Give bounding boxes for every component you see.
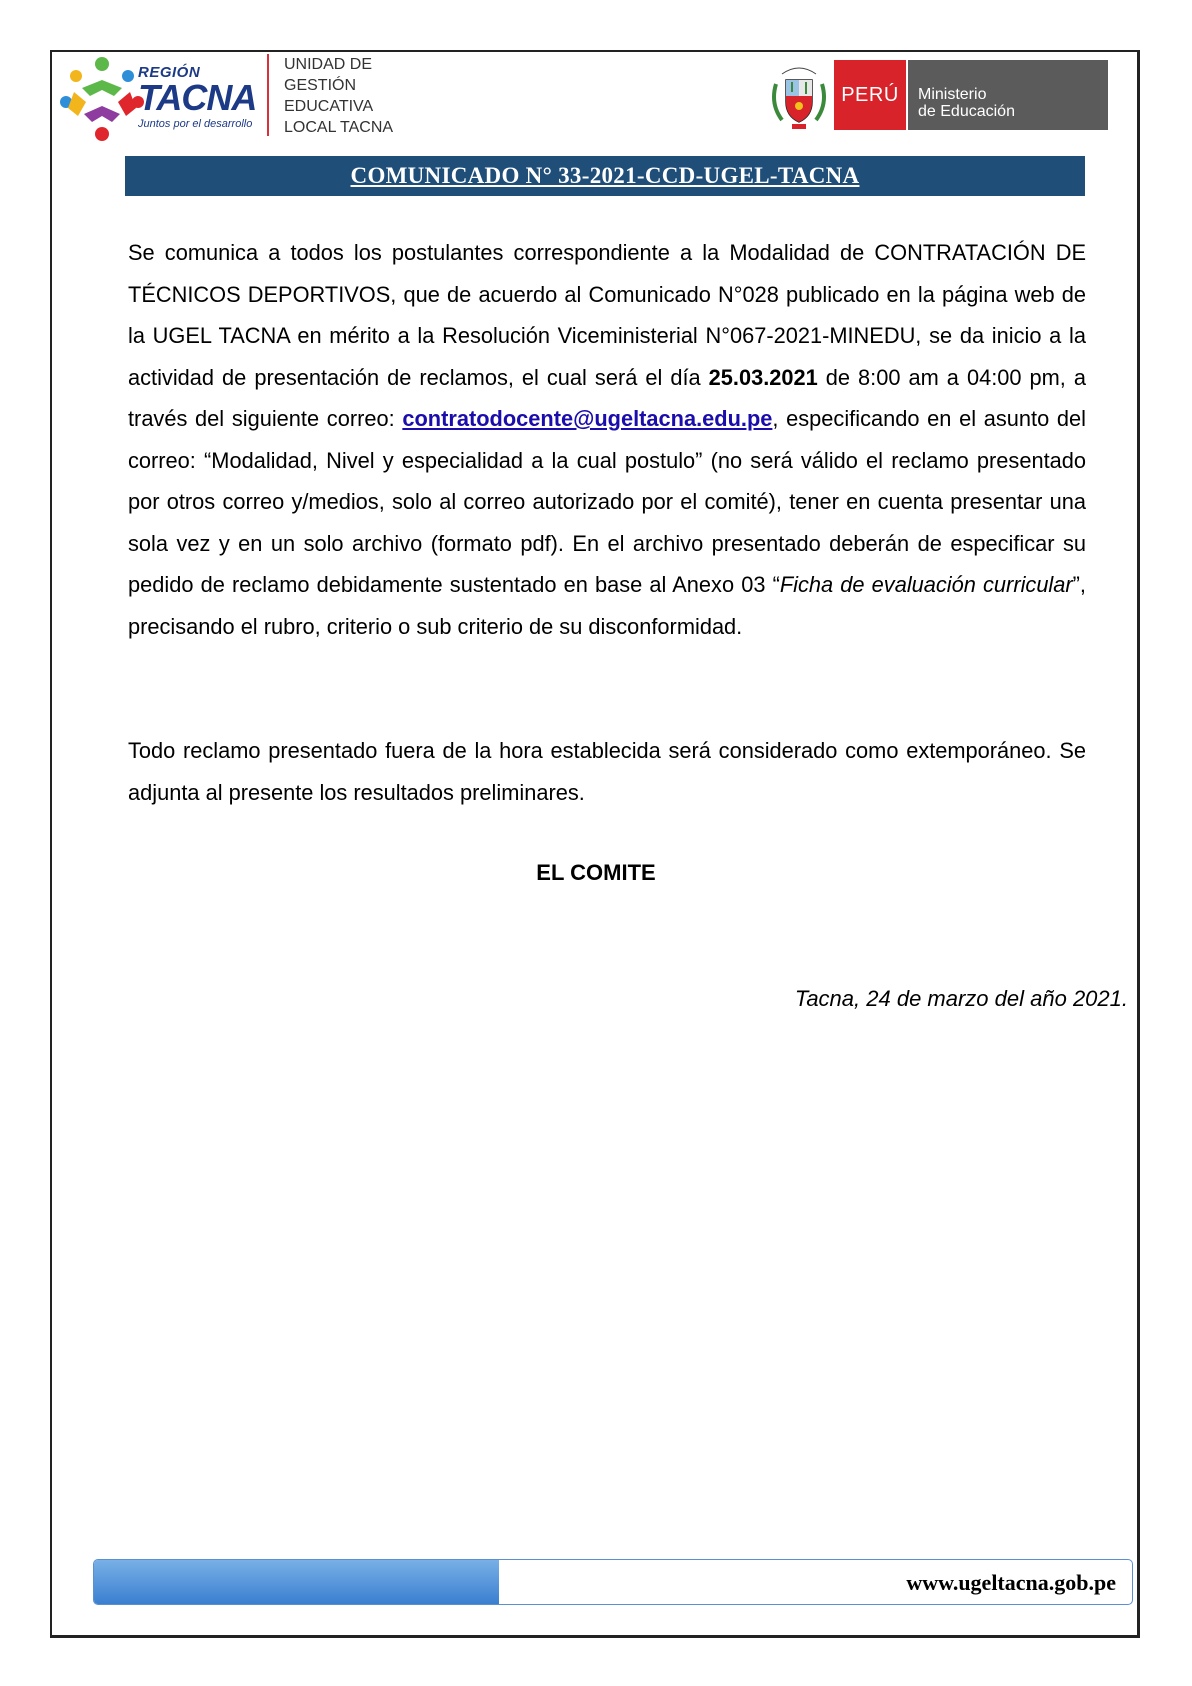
title-bar <box>125 156 1085 196</box>
ugel-line: LOCAL TACNA <box>284 119 394 136</box>
claim-date: 25.03.2021 <box>708 364 818 390</box>
body-paragraph-2: Todo reclamo presentado fuera de la hora establecida será considerado como extemporáneo. Se adjunta al presente los resultados preliminares. <box>128 738 1086 805</box>
ugel-line: GESTIÓN <box>284 77 357 94</box>
document-title: COMUNICADO N° 33-2021-CCD-UGEL-TACNA <box>350 163 860 188</box>
text-run: Se comunica a todos los postulantes correspondiente a la Modalidad de CONTRATACIÓN DE TÉCNICOS DEPORTIVOS, que de acuerdo al Comunicado N°028 publicado en la página web de la UGEL TACNA en mérito a la Resolución Viceministerial N°067-2021-MINEDU, se da inicio a la actividad de presentación de reclamos, el cual será el día <box>128 240 1086 390</box>
date-line: Tacna, 24 de marzo del año 2021. <box>794 986 1128 1011</box>
annex-title: Ficha de evaluación curricular <box>779 572 1073 597</box>
region-tacna-logo-icon <box>52 54 152 144</box>
ugel-line: UNIDAD DE <box>284 56 373 73</box>
region-tacna-wordmark <box>138 64 256 130</box>
peru-badge: PERÚ <box>834 60 906 130</box>
email-link[interactable]: contratodocente@ugeltacna.edu.pe <box>402 406 773 431</box>
ugel-line: EDUCATIVA <box>284 98 374 115</box>
minedu-line: de Educación <box>918 103 1015 120</box>
footer-url[interactable]: www.ugeltacna.gob.pe <box>906 1570 1116 1595</box>
footer-accent-bar <box>94 1560 499 1604</box>
ugel-name <box>284 54 393 138</box>
tacna-label: TACNA <box>138 77 257 118</box>
signature: EL COMITE <box>536 860 656 885</box>
text-run: , especificando en el asunto del correo: “Modalidad, Nivel y especialidad a la cual postulo” (no será válido el reclamo presentado por otros correo y/medios, solo al correo autorizado por el comité), tener en cuenta presentar una sola vez y en un solo archivo (formato pdf). En el archivo presentado deberán de especificar su pedido de reclamo debidamente sustentado en base al Anexo 03 “ <box>128 406 1086 597</box>
text-run: de 8:00 am a 04:00 pm, a través del siguiente correo: <box>128 364 1087 431</box>
region-label: REGIÓN <box>138 64 201 81</box>
minedu-line: Ministerio <box>918 86 987 103</box>
minedu-badge <box>908 60 1108 130</box>
region-tagline: Juntos por el desarrollo <box>138 118 253 130</box>
footer <box>93 1559 1133 1605</box>
body-paragraph-1 <box>128 232 1086 647</box>
header-separator <box>267 54 269 136</box>
peru-shield-icon <box>768 60 830 132</box>
text-run: ”, precisando el rubro, criterio o sub criterio de su disconformidad. <box>128 572 1086 639</box>
